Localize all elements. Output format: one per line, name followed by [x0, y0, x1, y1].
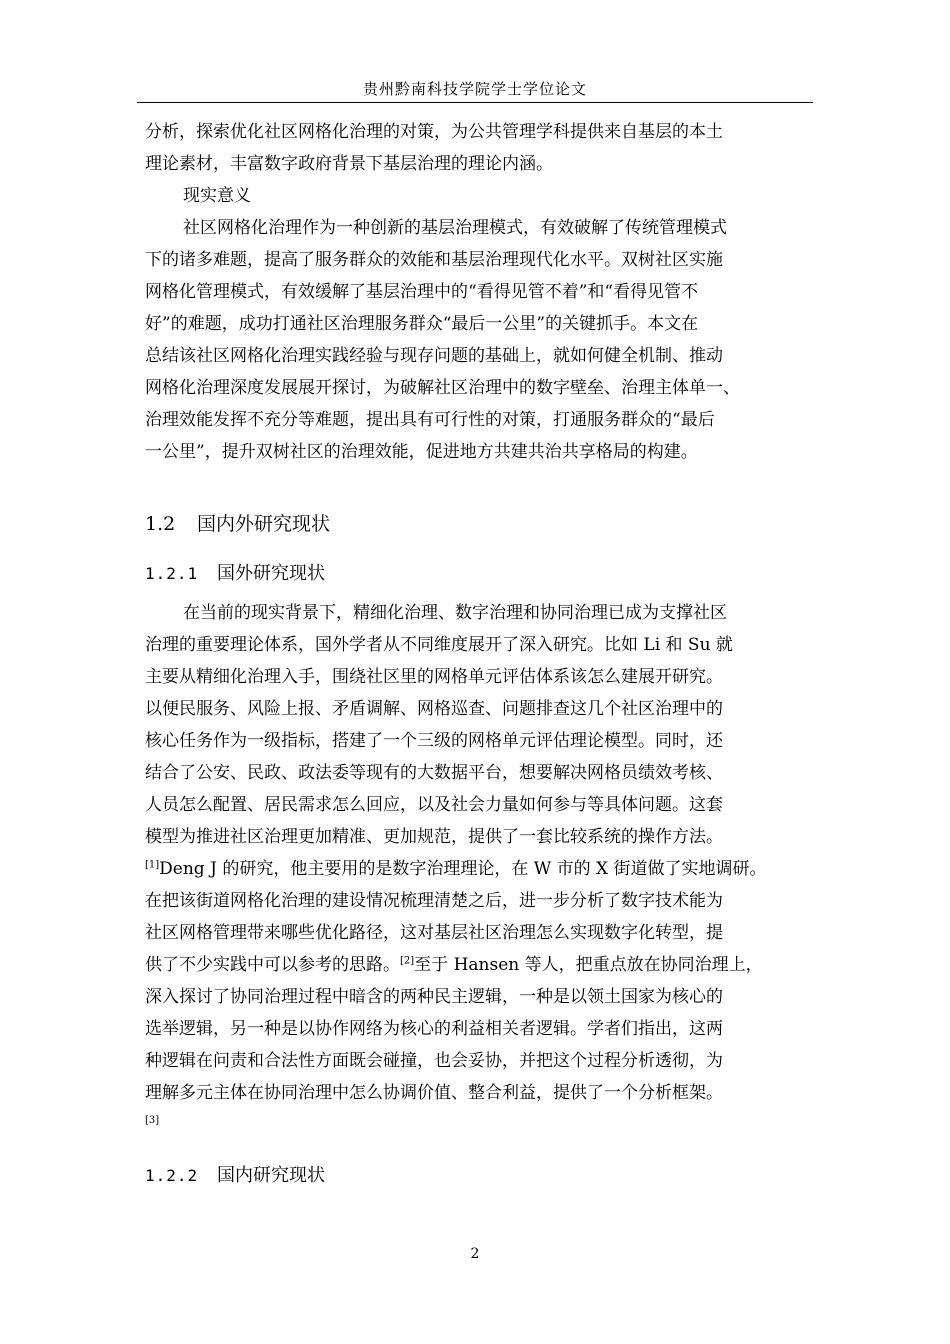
body-line: 在把该街道网格化治理的建设情况梳理清楚之后，进一步分析了数字技术能为	[145, 891, 723, 911]
subheading-practical: 现实意义	[183, 186, 251, 206]
body-line: 网格化治理深度发展展开探讨，为破解社区治理中的数字壁垒、治理主体单一、	[145, 378, 740, 398]
body-line: [1]Deng J 的研究，他主要用的是数字治理理论，在 W 市的 X 街道做了实地调研。	[145, 859, 767, 879]
section-heading-1-2-2	[145, 1163, 325, 1189]
section-number: 1.2.1	[145, 564, 199, 583]
body-line: 种逻辑在问责和合法性方面既会碰撞，也会妥协，并把这个过程分析透彻，为	[145, 1051, 723, 1071]
section-number: 1.2.2	[145, 1166, 199, 1185]
body-line: 深入探讨了协同治理过程中暗含的两种民主逻辑，一种是以领土国家为核心的	[145, 987, 723, 1007]
body-line: 社区网格化治理作为一种创新的基层治理模式，有效破解了传统管理模式	[183, 218, 727, 238]
header-rule	[137, 102, 813, 103]
body-line: 主要从精细化治理入手，围绕社区里的网格单元评估体系该怎么建展开研究。	[145, 667, 723, 687]
body-line: 好”的难题，成功打通社区治理服务群众“最后一公里”的关键抓手。本文在	[145, 314, 699, 334]
body-line: 理解多元主体在协同治理中怎么协调价值、整合利益，提供了一个分析框架。	[145, 1083, 723, 1103]
section-title: 国内外研究现状	[197, 513, 331, 535]
page-number: 2	[470, 1246, 480, 1262]
section-number: 1.2	[145, 513, 176, 535]
body-line: 人员怎么配置、居民需求怎么回应，以及社会力量如何参与等具体问题。这套	[145, 795, 723, 815]
section-title: 国外研究现状	[217, 563, 325, 584]
section-title: 国内研究现状	[217, 1165, 325, 1186]
body-line: 一公里”，提升双树社区的治理效能，促进地方共建共治共享格局的构建。	[145, 442, 698, 462]
body-line: 分析，探索优化社区网格化治理的对策，为公共管理学科提供来自基层的本土	[145, 122, 723, 142]
body-line: 理论素材，丰富数字政府背景下基层治理的理论内涵。	[145, 154, 553, 174]
section-heading-1-2	[145, 511, 330, 537]
body-line: 网格化管理模式，有效缓解了基层治理中的“看得见管不着”和“看得见管不	[145, 282, 699, 302]
citation-2[interactable]: [2]	[400, 955, 415, 967]
body-line: 选举逻辑，另一种是以协作网络为核心的利益相关者逻辑。学者们指出，这两	[145, 1019, 723, 1039]
body-line: 下的诸多难题，提高了服务群众的效能和基层治理现代化水平。双树社区实施	[145, 250, 723, 270]
body-line: 核心任务作为一级指标，搭建了一个三级的网格单元评估理论模型。同时，还	[145, 731, 723, 751]
running-header: 贵州黔南科技学院学士学位论文	[362, 80, 587, 98]
body-line: 在当前的现实背景下，精细化治理、数字治理和协同治理已成为支撑社区	[183, 603, 727, 623]
body-line: 结合了公安、民政、政法委等现有的大数据平台，想要解决网格员绩效考核、	[145, 763, 723, 783]
body-line: 以便民服务、风险上报、矛盾调解、网格巡查、问题排查这几个社区治理中的	[145, 699, 723, 719]
body-line: 总结该社区网格化治理实践经验与现存问题的基础上，就如何健全机制、推动	[145, 346, 723, 366]
section-heading-1-2-1	[145, 561, 325, 587]
citation-1[interactable]: [1]	[145, 859, 160, 871]
citation-3[interactable]: [3]	[145, 1115, 160, 1126]
body-line: 供了不少实践中可以参考的思路。[2]至于 Hansen 等人，把重点放在协同治理上，	[145, 955, 763, 975]
body-line: 社区网格管理带来哪些优化路径，这对基层社区治理怎么实现数字化转型，提	[145, 923, 723, 943]
body-line: 模型为推进社区治理更加精准、更加规范，提供了一套比较系统的操作方法。	[145, 827, 723, 847]
body-line: 治理的重要理论体系，国外学者从不同维度展开了深入研究。比如 Li 和 Su 就	[145, 635, 733, 655]
body-line: 治理效能发挥不充分等难题，提出具有可行性的对策，打通服务群众的“最后	[145, 410, 715, 430]
